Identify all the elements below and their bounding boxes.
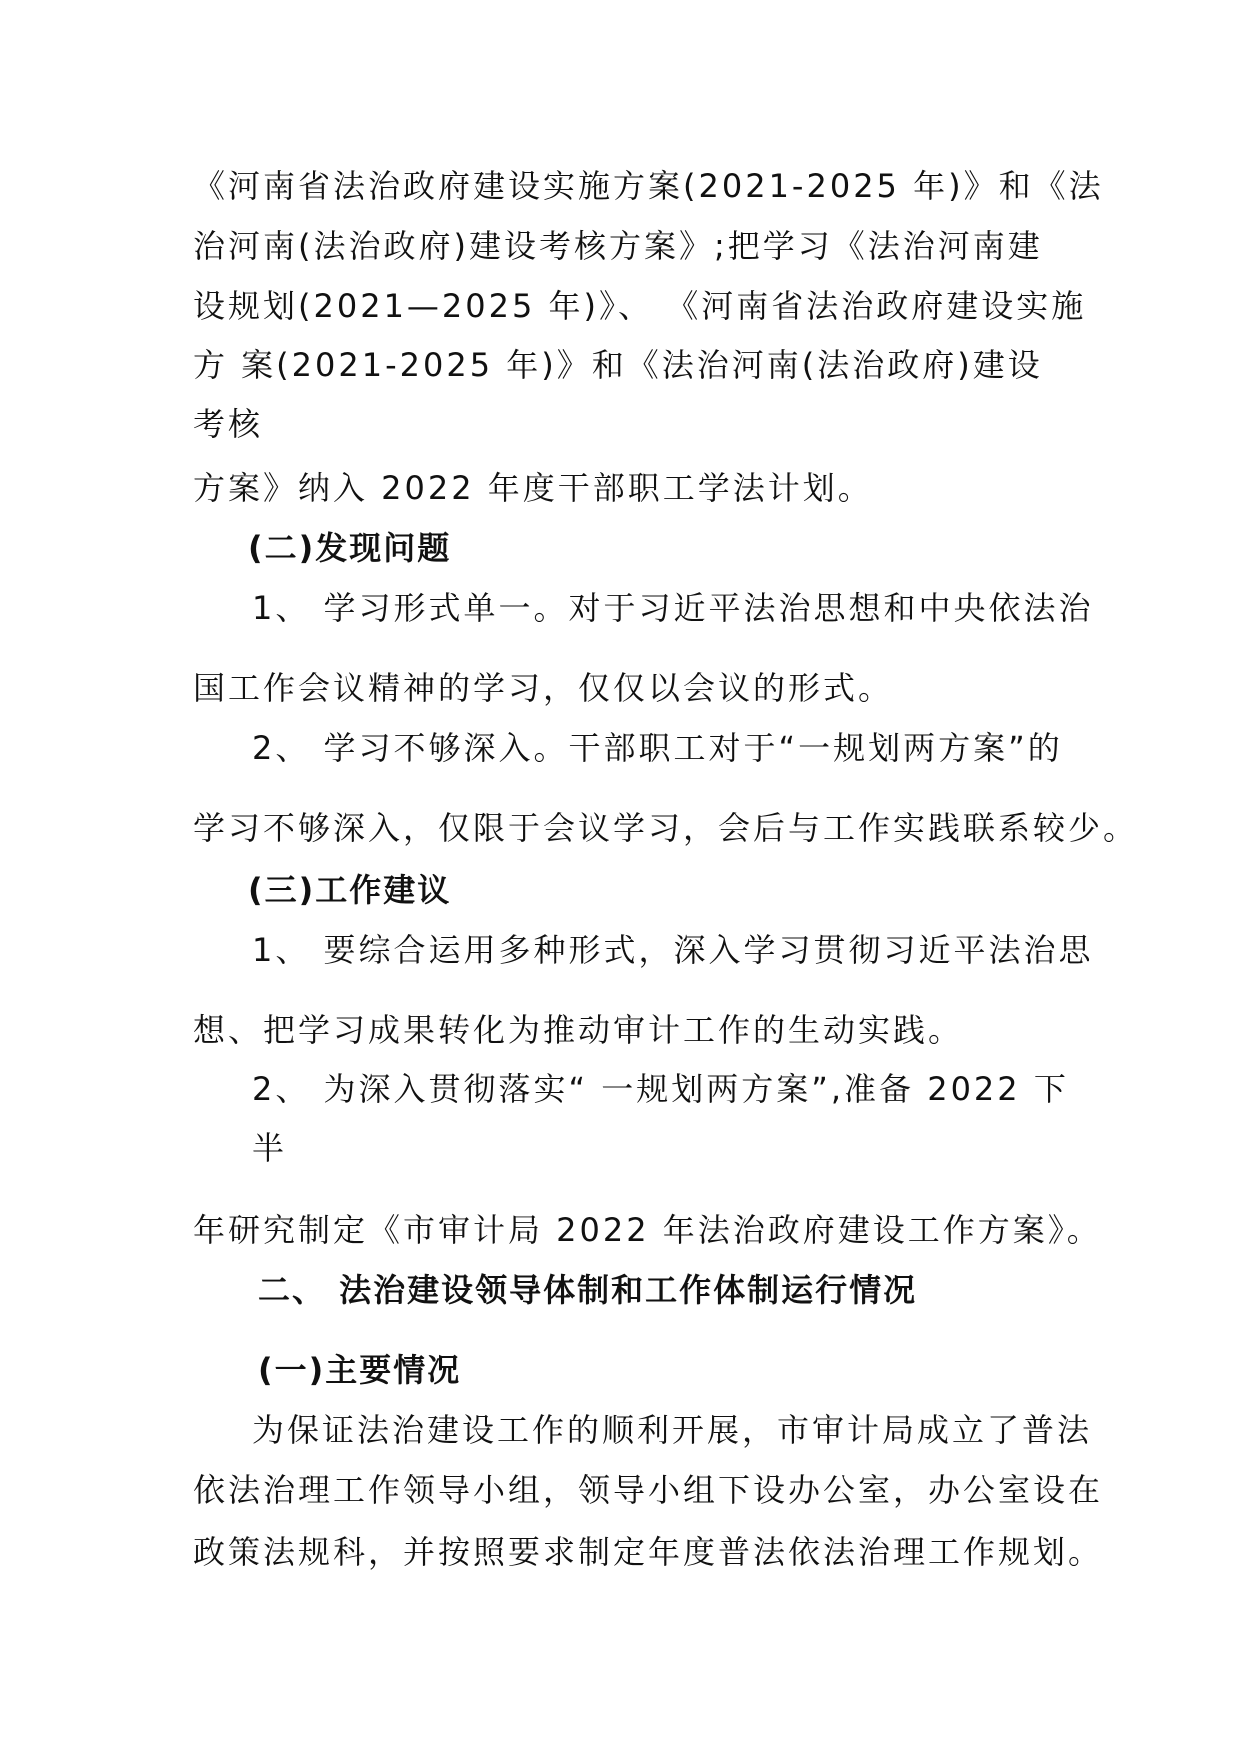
list-item: 1、 要综合运用多种形式，深入学习贯彻习近平法治思 <box>252 931 1094 969</box>
body-line: 半 <box>252 1129 288 1167</box>
body-line: 年研究制定《市审计局 2022 年法治政府建设工作方案》。 <box>193 1211 1102 1249</box>
body-line: 依法治理工作领导小组，领导小组下设办公室，办公室设在 <box>193 1471 1104 1509</box>
body-line: 为保证法治建设工作的顺利开展，市审计局成立了普法 <box>252 1411 1093 1449</box>
section-heading: (三)工作建议 <box>248 871 452 909</box>
body-line: 学习不够深入，仅限于会议学习，会后与工作实践联系较少。 <box>193 809 1139 847</box>
list-item: 2、 学习不够深入。干部职工对于“一规划两方案”的 <box>252 729 1063 767</box>
body-line: 方 案(2021-2025 年)》和《法治河南(法治政府)建设 <box>193 346 1043 384</box>
list-item: 1、 学习形式单一。对于习近平法治思想和中央依法治 <box>252 589 1094 627</box>
body-line: 设规划(2021—2025 年)》、 《河南省法治政府建设实施 <box>193 287 1087 325</box>
body-line: 方案》纳入 2022 年度干部职工学法计划。 <box>193 469 873 507</box>
body-line: 国工作会议精神的学习，仅仅以会议的形式。 <box>193 669 894 707</box>
section-heading: (二)发现问题 <box>248 529 452 567</box>
body-line: 治河南(法治政府)建设考核方案》;把学习《法治河南建 <box>193 227 1043 265</box>
chapter-heading: 二、 法治建设领导体制和工作体制运行情况 <box>258 1271 918 1309</box>
body-line: 想、把学习成果转化为推动审计工作的生动实践。 <box>193 1011 964 1049</box>
list-item: 2、 为深入贯彻落实“ 一规划两方案”,准备 2022 下 <box>252 1070 1069 1108</box>
body-line: 考核 <box>193 405 264 443</box>
body-line: 政策法规科，并按照要求制定年度普法依法治理工作规划。 <box>193 1533 1104 1571</box>
section-heading: (一)主要情况 <box>258 1351 462 1389</box>
body-line: 《河南省法治政府建设实施方案(2021-2025 年)》和《法 <box>193 167 1104 205</box>
